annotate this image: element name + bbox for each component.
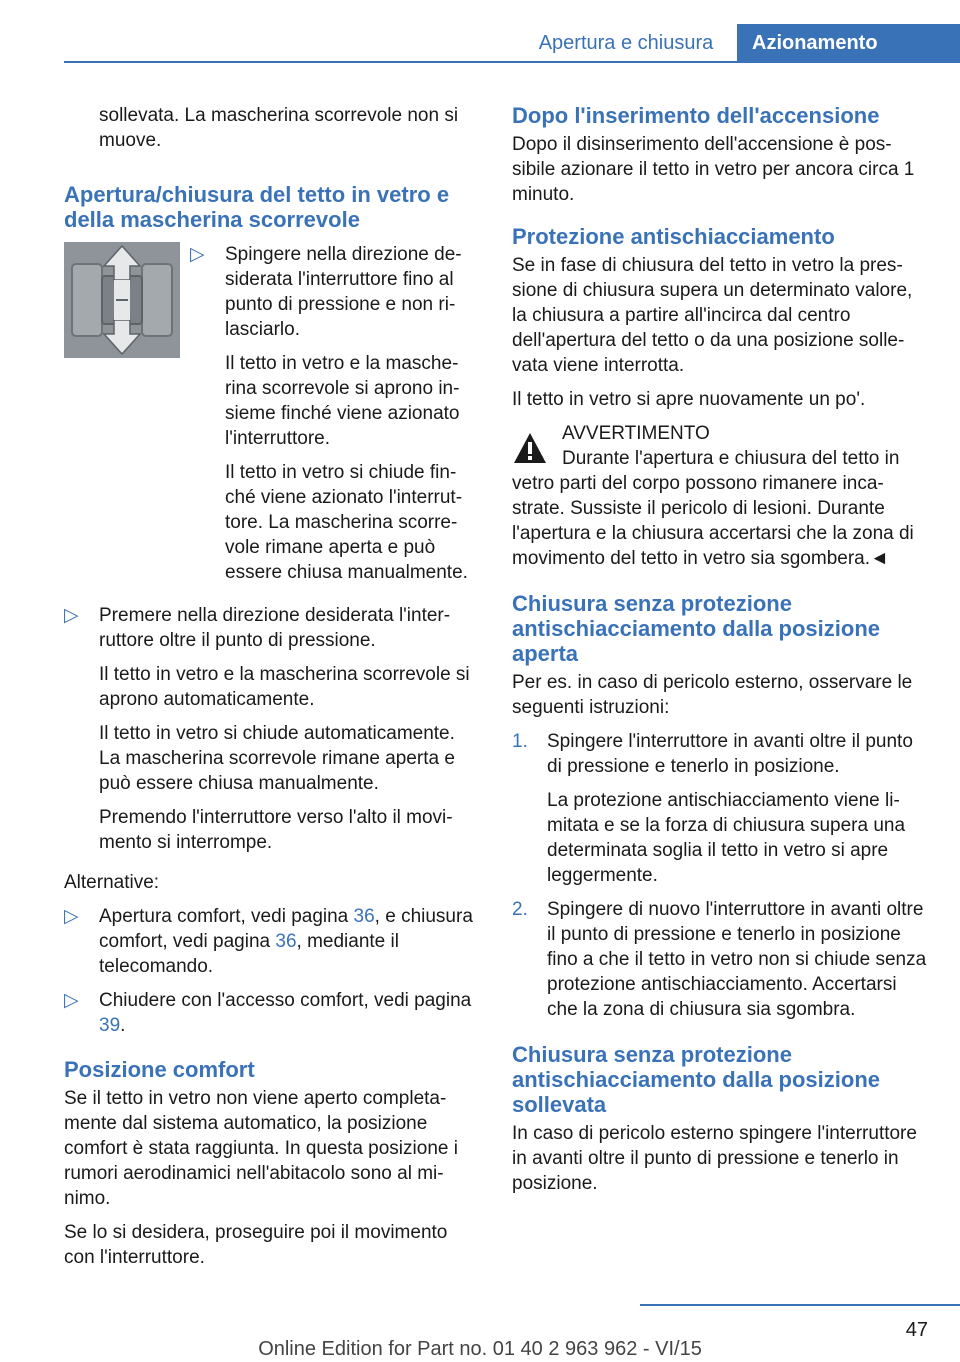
heading-close-from-open: Chiusura senza protezione antischiacciamento dalla posizione aperta	[512, 591, 880, 666]
list-item-text: Il tetto in vetro e la mascherina scorrevole si aprono automaticamente.	[99, 664, 470, 710]
header-rule	[64, 61, 960, 63]
left-column	[64, 103, 478, 1279]
step-text: Spingere di nuovo l'interruttore in avanti oltre il punto di pressione e tenerlo in posizione fino a che il tetto in vetro non si chiude senza protezione antischiacciamento. Accertarsi che la zona di chiusura sia sgombra.	[547, 899, 927, 1020]
triangle-bullet-icon: ▷	[64, 906, 79, 927]
header-section-title: Apertura e chiusura	[538, 32, 714, 54]
heading-comfort-position: Posizione comfort	[64, 1057, 255, 1082]
page-number: 47	[905, 1319, 928, 1341]
list-item-text: Premere nella direzione desiderata l'interruttore oltre il punto di pressione.	[99, 605, 451, 651]
warning-text: vetro parti del corpo possono rimanere incastrate. Sussiste il pericolo di lesioni. Durante l'apertura e la chiusura accertarsi che la zona di movimento del tetto in vetro sia sgombera.◄	[512, 473, 914, 569]
list-item-text: Il tetto in vetro e la mascherina scorrevole si aprono insieme finché viene azionato l'interruttore.	[225, 353, 460, 449]
header-chapter-tab: Azionamento	[737, 24, 960, 63]
warning-title: AVVERTIMENTO	[562, 423, 710, 444]
warning-box	[512, 421, 928, 571]
heading-after-ignition: Dopo l'inserimento dell'accensione	[512, 103, 880, 128]
step-text: La protezione antischiacciamento viene limitata e se la forza di chiusura supera una determinata soglia il tetto in vetro si apre leggermente.	[547, 790, 906, 886]
list-item-text: Premendo l'interruttore verso l'alto il movimento si interrompe.	[99, 807, 453, 853]
open-intro-text: Per es. in caso di pericolo esterno, osservare le seguenti istruzioni:	[512, 672, 913, 718]
triangle-bullet-icon: ▷	[64, 990, 79, 1011]
numbered-step	[512, 729, 928, 888]
list-item	[64, 603, 478, 855]
ignition-text: Dopo il disinserimento dell'accensione è possibile azionare il tetto in vetro per ancora circa 1 minuto.	[512, 134, 915, 205]
page-link-36[interactable]: 36	[275, 931, 297, 952]
step-number: 1.	[512, 731, 528, 752]
footer-edition: Online Edition for Part no. 01 40 2 963 962 - VI/15	[258, 1338, 702, 1360]
warning-triangle-icon	[512, 431, 548, 465]
pinch-text: Se in fase di chiusura del tetto in vetro la pressione di chiusura supera un determinato valore, la chiusura a partire all'incirca dal centro dell'apertura del tetto o da una posizione sollevata viene interrotta.	[512, 255, 913, 376]
list-item-text: Spingere nella direzione desiderata l'interruttore fino al punto di pressione e non rilasciarlo.	[225, 244, 462, 340]
continued-text: sollevata. La mascherina scorrevole non si muove.	[99, 105, 459, 151]
numbered-step	[512, 897, 928, 1022]
triangle-bullet-icon: ▷	[190, 244, 205, 265]
heading-pinch-protection: Protezione antischiacciamento	[512, 224, 835, 249]
page-link-39[interactable]: 39	[99, 1015, 121, 1036]
page-link-36[interactable]: 36	[353, 906, 375, 927]
alternatives-label: Alternative:	[64, 872, 160, 893]
list-item-text: Apertura comfort, vedi pagina 36, e chiusura comfort, vedi pagina 36, mediante il telecomando.	[99, 906, 473, 977]
switch-illustration-row	[64, 242, 478, 594]
list-item-text: Il tetto in vetro si chiude finché viene azionato l'interruttore. La mascherina scorrevole rimane aperta e può essere chiusa manualmente.	[225, 462, 468, 583]
right-column	[512, 103, 928, 1205]
list-item	[190, 242, 478, 585]
comfort-text: Se lo si desidera, proseguire poi il movimento con l'interruttore.	[64, 1222, 448, 1268]
list-item-text: Chiudere con l'accesso comfort, vedi pagina 39.	[99, 990, 472, 1036]
heading-close-from-raised: Chiusura senza protezione antischiacciamento dalla posizione sollevata	[512, 1042, 880, 1117]
footer-rule	[640, 1304, 960, 1306]
roof-switch-photo	[64, 242, 180, 358]
triangle-bullet-icon: ▷	[64, 605, 79, 626]
list-item-text: Il tetto in vetro si chiude automaticamente. La mascherina scorrevole rimane aperta e può essere chiusa manualmente.	[99, 723, 455, 794]
heading-glass-roof-sliding-visor: Apertura/chiusura del tetto in vetro e della mascherina scorrevole	[64, 182, 450, 232]
comfort-text: Se il tetto in vetro non viene aperto completamente dal sistema automatico, la posizione comfort è stata raggiunta. In questa posizione i rumori aerodinamici nell'abitacolo sono al minimo.	[64, 1088, 458, 1209]
step-number: 2.	[512, 899, 528, 920]
list-item	[64, 904, 478, 979]
pinch-text: Il tetto in vetro si apre nuovamente un po'.	[512, 389, 866, 410]
roof-switch-icon	[64, 242, 180, 358]
step-text: Spingere l'interruttore in avanti oltre il punto di pressione e tenerlo in posizione.	[547, 731, 913, 777]
list-item	[64, 988, 478, 1038]
raised-text: In caso di pericolo esterno spingere l'interruttore in avanti oltre il punto di pressione e tenerlo in posizione.	[512, 1123, 917, 1194]
warning-first-line: Durante l'apertura e chiusura del tetto in	[562, 448, 900, 469]
